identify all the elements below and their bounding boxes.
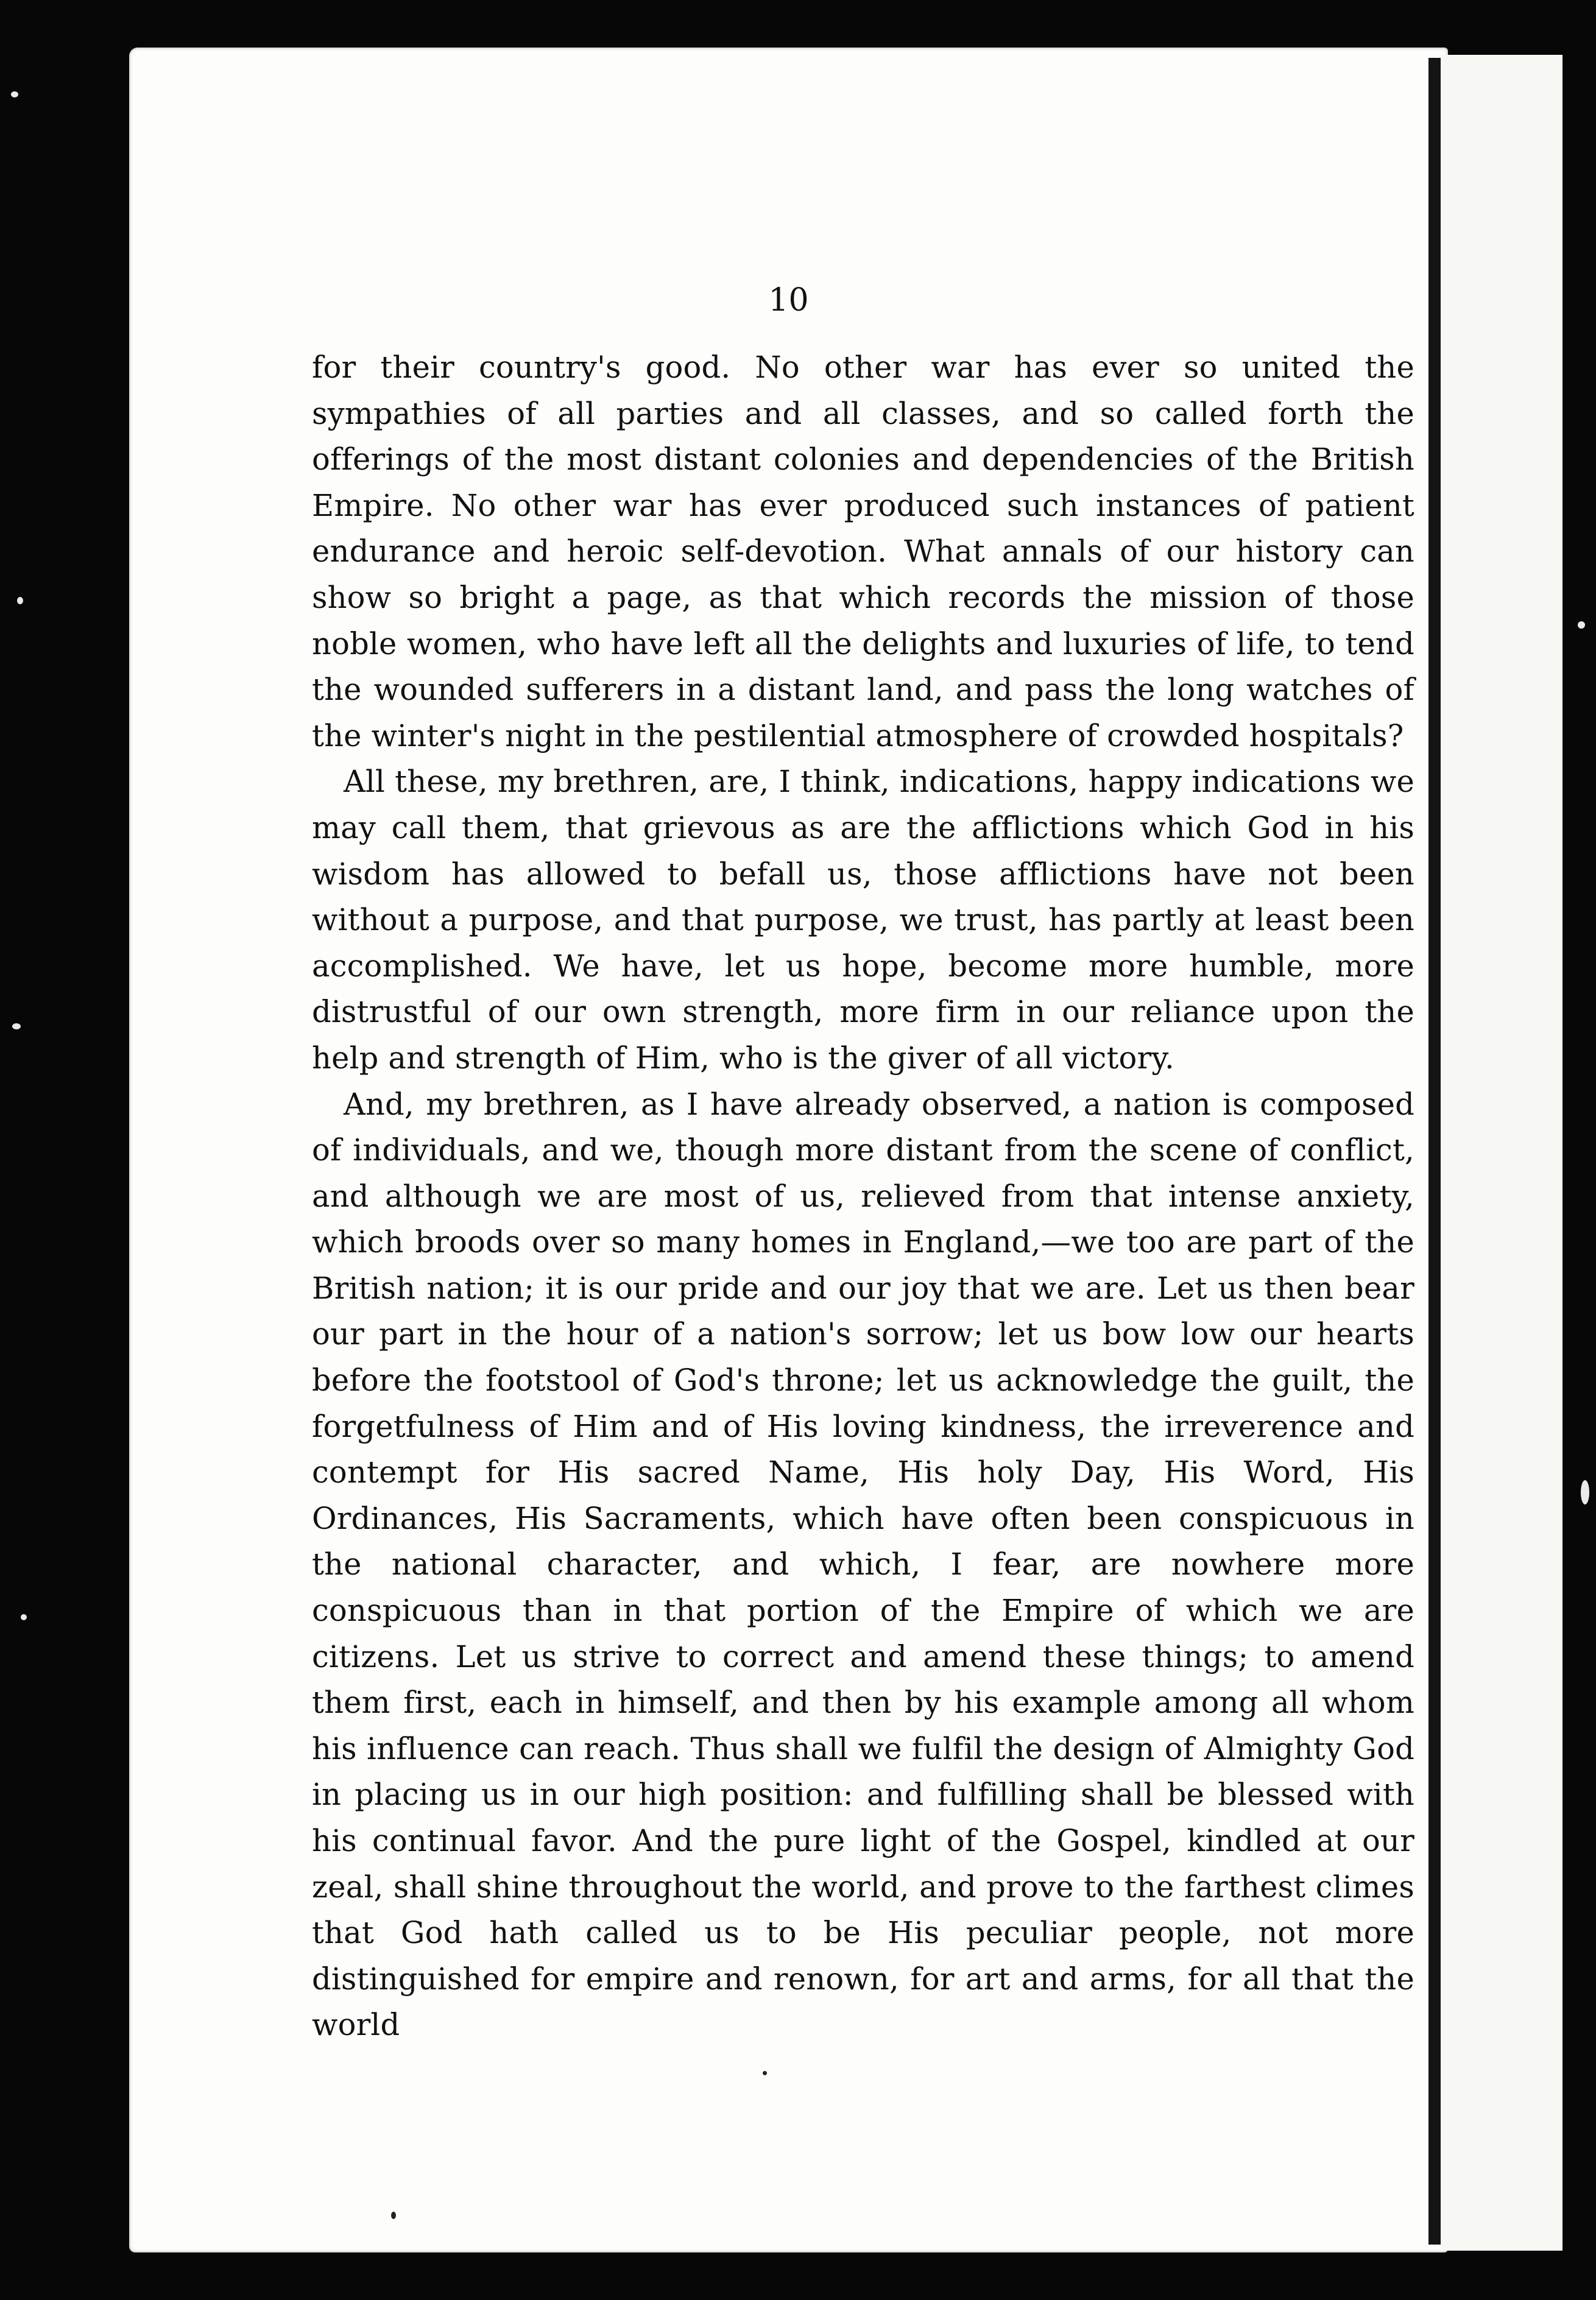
page-number: 10 xyxy=(768,282,809,319)
page-gutter-line xyxy=(1428,58,1441,2245)
scan-speck xyxy=(21,1614,27,1620)
scan-speck xyxy=(17,597,23,604)
paragraph-1: for their country's good. No other war has ever so united the sympathies of all parties and all classes, and so called forth the offerings of the most distant colonies and dependencies of the British Empire. No other war has ever produced such instances of patient endurance and heroic self-devotion. What annals of our history can show so bright a page, as that which records the mission of those noble women, who have left all the delights and luxuries of life, to tend the wounded sufferers in a distant land, and pass the long watches of the winter's night in the pestilential atmosphere of crowded hospitals? xyxy=(312,350,1414,753)
scan-speck xyxy=(11,91,18,97)
body-text xyxy=(312,345,1414,2048)
ink-mark xyxy=(763,2071,767,2075)
scan-speck xyxy=(12,1023,21,1029)
paragraph-2: All these, my brethren, are, I think, indications, happy indications we may call them, that grievous as are the afflictions which God in his wisdom has allowed to befall us, those afflictions have not been without a purpose, and that purpose, we trust, has partly at least been accomplished. We have, let us hope, become more humble, more distrustful of our own strength, more firm in our reliance upon the help and strength of Him, who is the giver of all victory. xyxy=(312,764,1414,1076)
scan-speck xyxy=(1578,621,1585,629)
paragraph-3: And, my brethren, as I have already observed, a nation is composed of individuals, and we, though more distant from the scene of conflict, and although we are most of us, relieved from that intense anxiety, which broods over so many homes in England,—we too are part of the British nation; it is our pride and our joy that we are. Let us then bear our part in the hour of a nation's sorrow; let us bow low our hearts before the footstool of God's throne; let us acknowledge the guilt, the forgetfulness of Him and of His loving kindness, the irreverence and contempt for His sacred Name, His holy Day, His Word, His Ordinances, His Sacraments, which have often been conspicuous in the national character, and which, I fear, are nowhere more conspicuous than in that portion of the Empire of which we are citizens. Let us strive to correct and amend these things; to amend them first, each in himself, and then by his example among all whom his influence can reach. Thus shall we fulfil the design of Almighty God in placing us in our high position: and fulfilling shall be blessed with his continual favor. And the pure light of the Gospel, kindled at our zeal, shall shine throughout the world, and prove to the farthest climes that God hath called us to be His peculiar people, not more distinguished for empire and renown, for art and arms, for all that the world xyxy=(312,1086,1414,2043)
scan-speck xyxy=(1581,1480,1589,1505)
facing-page-strip xyxy=(1441,55,1562,2251)
document-page xyxy=(129,48,1448,2252)
ink-mark xyxy=(391,2212,396,2219)
